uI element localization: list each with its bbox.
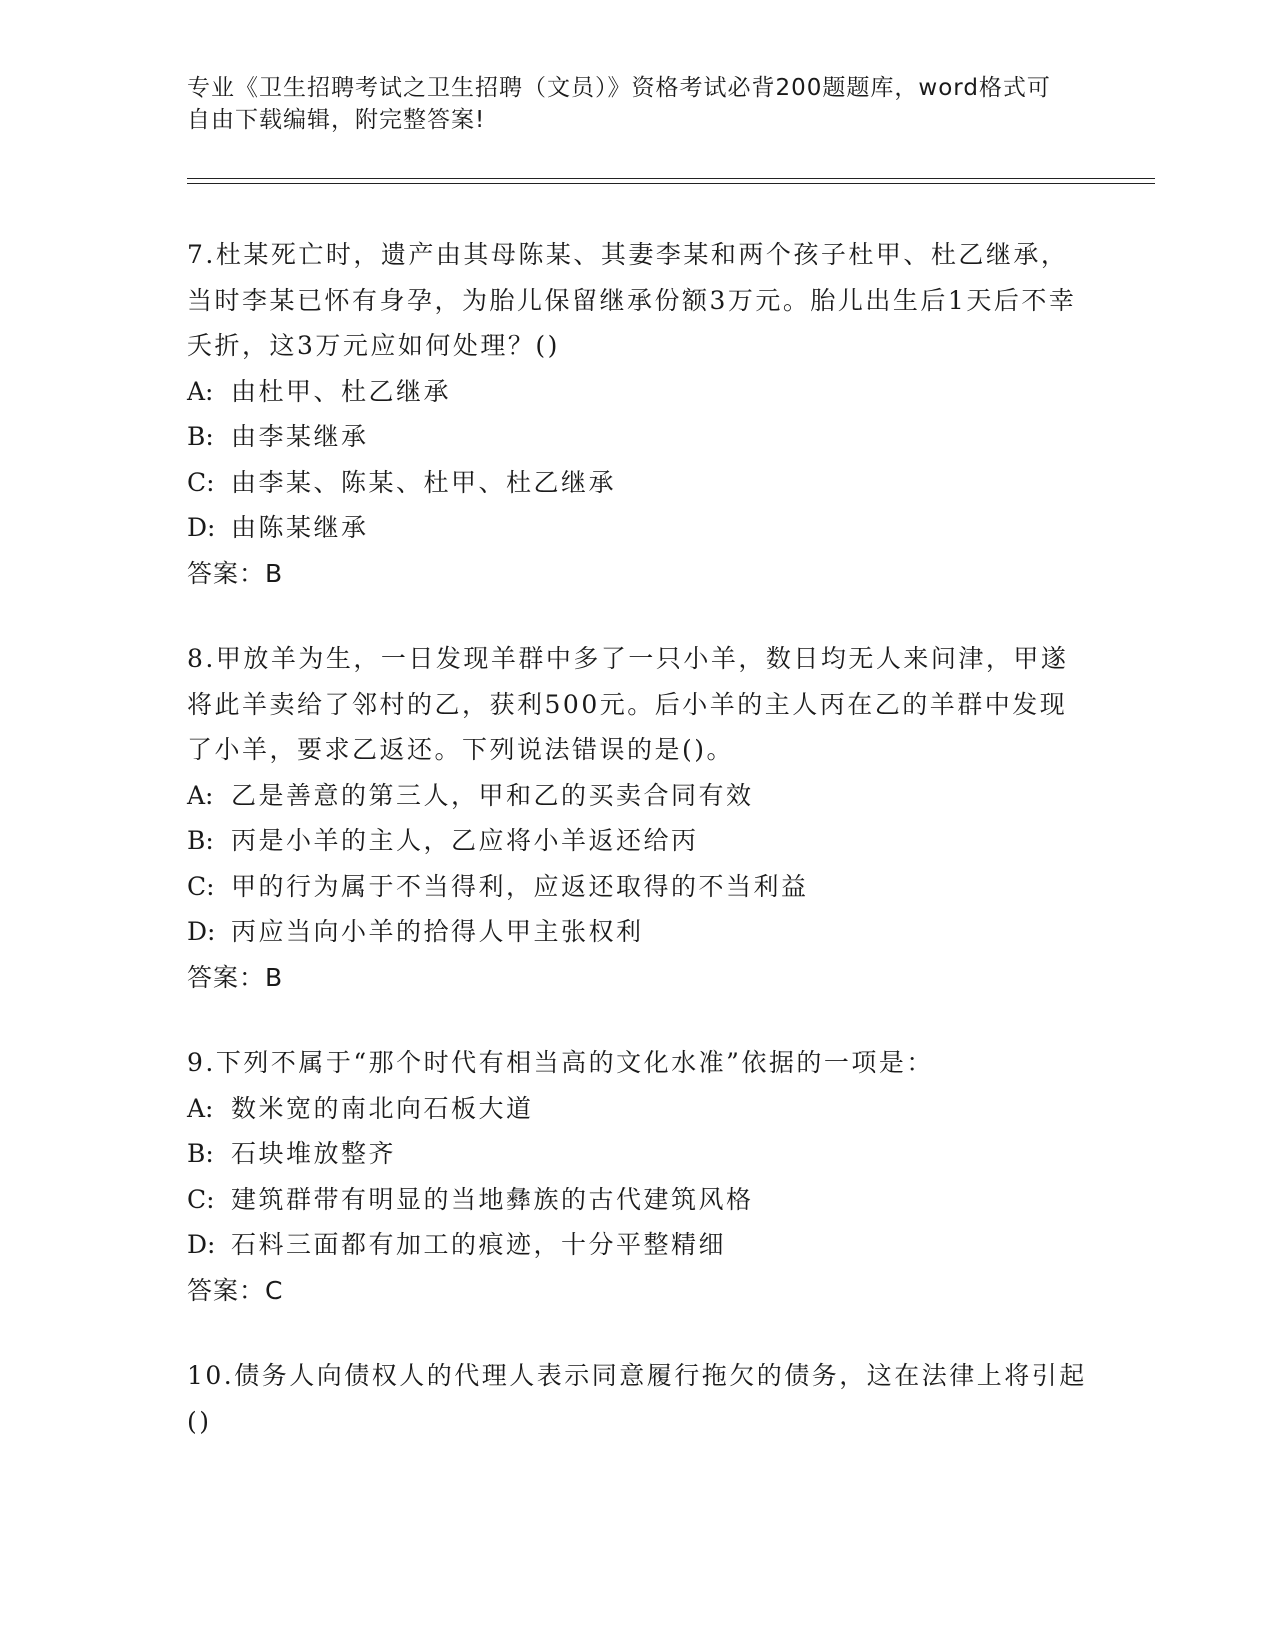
option-a [187, 369, 1087, 415]
option-text: 由陈某继承 [231, 513, 369, 542]
option-b [187, 818, 1087, 864]
option-text: 由李某继承 [231, 422, 369, 451]
question-stem: 8.甲放羊为生，一日发现羊群中多了一只小羊，数日均无人来问津，甲遂将此羊卖给了邻村的乙，获利500元。后小羊的主人丙在乙的羊群中发现了小羊，要求乙返还。下列说法错误的是()。 [187, 644, 1069, 764]
question-stem: 7.杜某死亡时，遗产由其母陈某、其妻李某和两个孩子杜甲、杜乙继承，当时李某已怀有身孕，为胎儿保留继承份额3万元。胎儿出生后1天后不幸夭折，这3万元应如何处理？() [187, 240, 1077, 360]
option-text: 丙是小羊的主人，乙应将小羊返还给丙 [231, 826, 699, 855]
option-a [187, 1086, 1087, 1132]
answer-line: 答案：B [187, 962, 284, 992]
option-d [187, 505, 1087, 551]
header-divider-top [187, 178, 1155, 179]
option-key: B: [187, 826, 214, 855]
header-divider-bottom [187, 183, 1155, 184]
option-key: C: [187, 871, 215, 901]
option-key: A: [187, 1093, 214, 1123]
option-c [187, 1177, 1087, 1223]
option-text: 石块堆放整齐 [231, 1139, 397, 1168]
option-key: A: [187, 780, 214, 810]
option-text: 丙应当向小羊的拾得人甲主张权利 [231, 917, 644, 946]
option-key: C: [187, 467, 215, 497]
question-10 [187, 1353, 1087, 1444]
option-b [187, 1131, 1087, 1177]
document-header: 专业《卫生招聘考试之卫生招聘（文员）》资格考试必背200题题库，word格式可自由下载编辑，附完整答案! [187, 75, 1051, 133]
option-key: A: [187, 376, 214, 406]
option-key: C: [187, 1184, 215, 1214]
option-key: D: [187, 917, 216, 946]
option-a [187, 773, 1087, 819]
option-text: 由李某、陈某、杜甲、杜乙继承 [231, 467, 617, 497]
question-9 [187, 1040, 1087, 1313]
question-stem: 10.债务人向债权人的代理人表示同意履行拖欠的债务，这在法律上将引起() [187, 1361, 1087, 1436]
answer-line: 答案：B [187, 558, 284, 588]
option-text: 由杜甲、杜乙继承 [231, 376, 452, 406]
answer-line: 答案：C [187, 1275, 284, 1305]
option-d [187, 1222, 1087, 1268]
option-c [187, 864, 1087, 910]
question-8 [187, 636, 1087, 1000]
option-text: 石料三面都有加工的痕迹，十分平整精细 [231, 1230, 727, 1259]
question-stem: 9.下列不属于“那个时代有相当高的文化水准”依据的一项是： [187, 1048, 934, 1077]
option-key: B: [187, 422, 214, 451]
option-text: 数米宽的南北向石板大道 [231, 1093, 534, 1123]
option-d [187, 909, 1087, 955]
option-key: D: [187, 1230, 216, 1259]
question-7 [187, 232, 1087, 596]
option-text: 建筑群带有明显的当地彝族的古代建筑风格 [231, 1184, 754, 1214]
option-key: B: [187, 1139, 214, 1168]
option-text: 乙是善意的第三人，甲和乙的买卖合同有效 [231, 780, 754, 810]
option-text: 甲的行为属于不当得利，应返还取得的不当利益 [231, 871, 809, 901]
option-b [187, 414, 1087, 460]
option-key: D: [187, 513, 216, 542]
question-list [187, 232, 1087, 1484]
option-c [187, 460, 1087, 506]
